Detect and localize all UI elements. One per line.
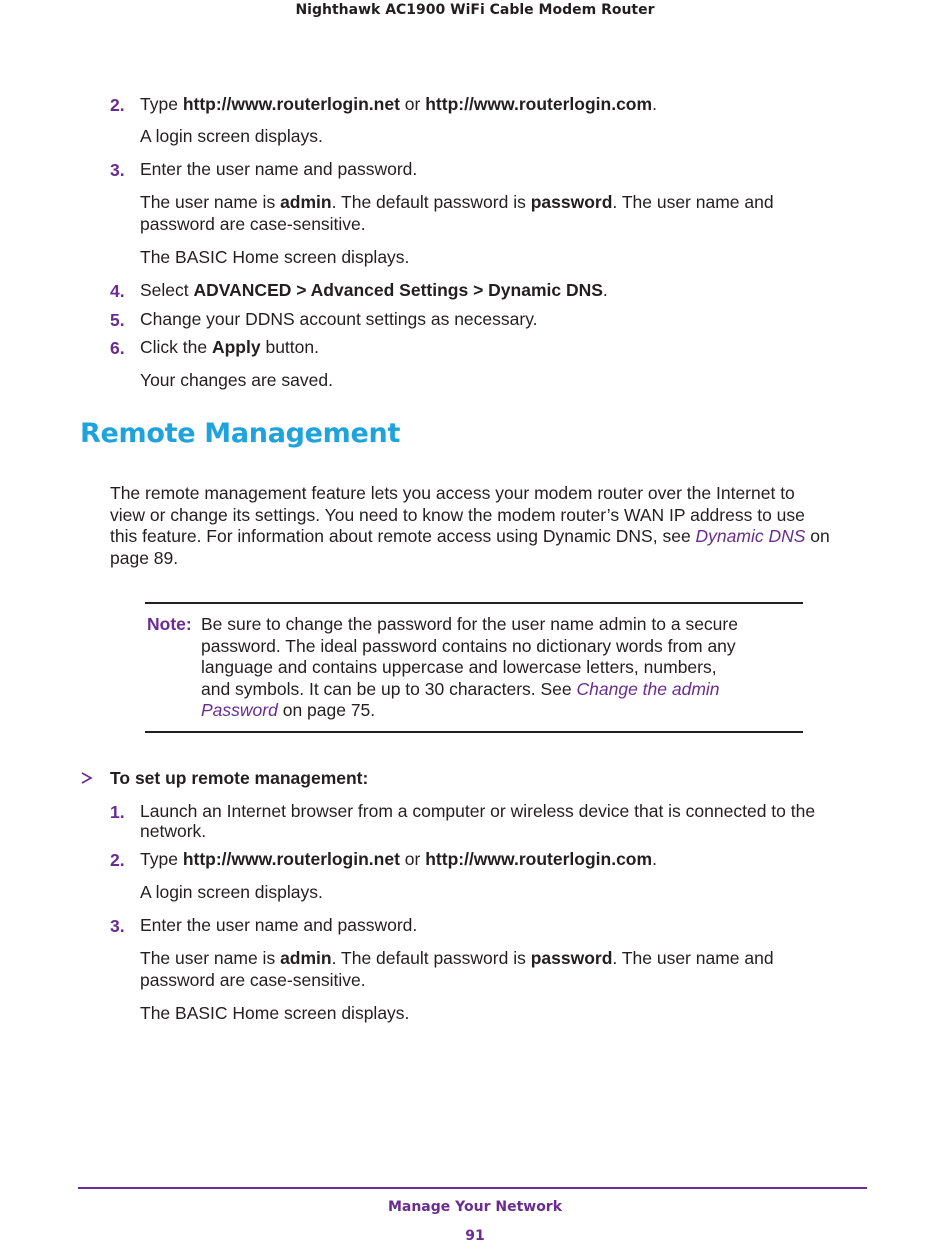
step-number: 4. bbox=[110, 281, 125, 301]
step-result: Your changes are saved. bbox=[140, 370, 333, 390]
step-text: Select ADVANCED > Advanced Settings > Dynamic DNS. bbox=[140, 280, 608, 300]
running-header: Nighthawk AC1900 WiFi Cable Modem Router bbox=[295, 2, 655, 18]
page-number: 91 bbox=[465, 1228, 485, 1244]
step-number: 1. bbox=[110, 802, 125, 822]
note-text: Be sure to change the password for the user name admin to a secure password. The ideal password contains no dictionary words from any language and contains uppercase and lowercase letters, numbers, and symbols. It can be up to 30 characters. See Change the admin Password on page 75. bbox=[201, 614, 738, 720]
step-number: 3. bbox=[110, 160, 125, 180]
step-result: A login screen displays. bbox=[140, 126, 323, 146]
step-number: 6. bbox=[110, 338, 125, 358]
change-admin-password-link-cont[interactable]: Password bbox=[201, 700, 278, 720]
step-detail: The user name is admin. The default password is password. The user name and password are case-sensitive. bbox=[140, 948, 774, 990]
procedure-title: To set up remote management: bbox=[110, 768, 369, 788]
note-top-rule bbox=[145, 602, 803, 604]
step-result: The BASIC Home screen displays. bbox=[140, 247, 410, 267]
step-detail: The user name is admin. The default password is password. The user name and password are case-sensitive. bbox=[140, 192, 774, 234]
note-bottom-rule bbox=[145, 731, 803, 733]
step-result: The BASIC Home screen displays. bbox=[140, 1003, 410, 1023]
footer-rule bbox=[78, 1187, 867, 1189]
step-text: Click the Apply button. bbox=[140, 337, 319, 357]
step-text: Enter the user name and password. bbox=[140, 159, 418, 179]
step-text: Launch an Internet browser from a computer or wireless device that is connected to the network. bbox=[140, 801, 816, 841]
intro-paragraph: The remote management feature lets you access your modem router over the Internet to view or change its settings. You need to know the modem router’s WAN IP address to use this feature. For information about remote access using Dynamic DNS, see Dynamic DNS on page 89. bbox=[110, 483, 830, 568]
note-label: Note: bbox=[147, 614, 192, 634]
section-heading: Remote Management bbox=[80, 418, 401, 449]
step-text: Enter the user name and password. bbox=[140, 915, 418, 935]
dynamic-dns-link[interactable]: Dynamic DNS bbox=[695, 526, 806, 546]
footer-section: Manage Your Network bbox=[387, 1199, 563, 1215]
change-admin-password-link[interactable]: Change the admin bbox=[576, 678, 720, 699]
step-number: 5. bbox=[110, 310, 125, 330]
step-number: 2. bbox=[110, 850, 125, 870]
step-number: 2. bbox=[110, 95, 125, 115]
step-text: Type http://www.routerlogin.net or http://www.routerlogin.com. bbox=[140, 94, 657, 114]
step-text: Type http://www.routerlogin.net or http://www.routerlogin.com. bbox=[140, 849, 657, 869]
step-text: Change your DDNS account settings as necessary. bbox=[140, 309, 538, 329]
step-number: 3. bbox=[110, 916, 125, 936]
arrow-bullet-icon bbox=[80, 768, 94, 788]
step-result: A login screen displays. bbox=[140, 882, 323, 902]
